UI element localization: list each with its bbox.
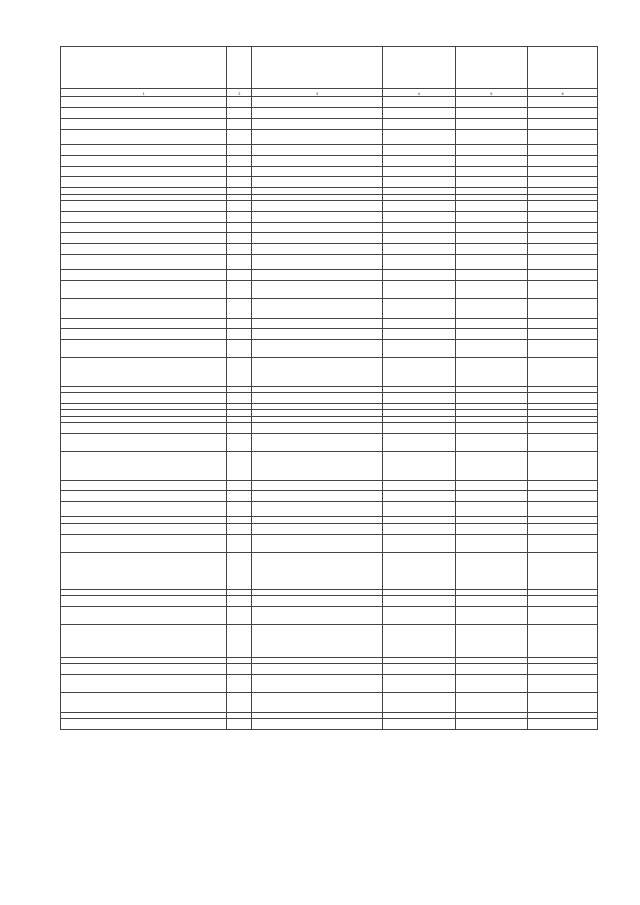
row-executed xyxy=(455,155,527,166)
row-unexecuted xyxy=(528,270,598,281)
row-executed xyxy=(455,166,527,177)
table-row xyxy=(61,625,598,658)
row-executed xyxy=(455,233,527,244)
row-name xyxy=(61,393,227,404)
row-executed xyxy=(455,144,527,155)
row-approved xyxy=(383,664,455,675)
row-executed xyxy=(455,523,527,534)
spacer-cell xyxy=(383,534,455,552)
table-row xyxy=(61,118,598,129)
table-row xyxy=(61,318,598,329)
row-code xyxy=(227,97,252,108)
row-unexecuted xyxy=(528,358,598,386)
spacer-cell xyxy=(455,340,527,358)
row-code xyxy=(227,318,252,329)
spacer-cell xyxy=(383,434,455,452)
row-executed xyxy=(455,129,527,144)
row-executed xyxy=(455,358,527,386)
row-code xyxy=(227,502,252,517)
spacer-cell xyxy=(528,675,598,693)
column-number: 6 xyxy=(528,89,598,97)
group-spacer-row xyxy=(61,607,598,625)
row-budget-code xyxy=(252,166,383,177)
row-name xyxy=(61,97,227,108)
column-number: 4 xyxy=(383,89,455,97)
spacer-cell xyxy=(252,607,383,625)
row-budget-code xyxy=(252,118,383,129)
header-executed xyxy=(455,47,527,89)
spacer-cell xyxy=(61,607,227,625)
row-name xyxy=(61,318,227,329)
row-unexecuted xyxy=(528,596,598,607)
spacer-cell xyxy=(455,607,527,625)
table-row xyxy=(61,502,598,517)
row-executed xyxy=(455,452,527,480)
group-spacer-row xyxy=(61,340,598,358)
table-row xyxy=(61,233,598,244)
row-budget-code xyxy=(252,480,383,491)
row-approved xyxy=(383,491,455,502)
row-name xyxy=(61,270,227,281)
spacer-cell xyxy=(61,534,227,552)
row-approved xyxy=(383,393,455,404)
row-code xyxy=(227,200,252,211)
table-row xyxy=(61,480,598,491)
table-row xyxy=(61,596,598,607)
row-unexecuted xyxy=(528,719,598,730)
row-code xyxy=(227,491,252,502)
row-budget-code xyxy=(252,97,383,108)
row-unexecuted xyxy=(528,244,598,255)
spacer-cell xyxy=(227,280,252,298)
row-approved xyxy=(383,166,455,177)
row-budget-code xyxy=(252,423,383,434)
row-executed xyxy=(455,254,527,269)
row-executed xyxy=(455,693,527,713)
row-unexecuted xyxy=(528,118,598,129)
spacer-cell xyxy=(528,340,598,358)
row-approved xyxy=(383,625,455,658)
row-approved xyxy=(383,244,455,255)
row-approved xyxy=(383,129,455,144)
spacer-cell xyxy=(383,280,455,298)
row-name xyxy=(61,254,227,269)
group-spacer-row xyxy=(61,434,598,452)
row-budget-code xyxy=(252,233,383,244)
table-row xyxy=(61,423,598,434)
row-name xyxy=(61,299,227,319)
spacer-cell xyxy=(252,280,383,298)
row-name xyxy=(61,129,227,144)
row-approved xyxy=(383,299,455,319)
row-unexecuted xyxy=(528,393,598,404)
spacer-cell xyxy=(528,280,598,298)
row-executed xyxy=(455,270,527,281)
row-code xyxy=(227,254,252,269)
row-approved xyxy=(383,719,455,730)
row-approved xyxy=(383,318,455,329)
row-budget-code xyxy=(252,200,383,211)
row-approved xyxy=(383,222,455,233)
row-code xyxy=(227,166,252,177)
spacer-cell xyxy=(383,607,455,625)
row-name xyxy=(61,596,227,607)
row-code xyxy=(227,233,252,244)
header-approved xyxy=(383,47,455,89)
row-budget-code xyxy=(252,211,383,222)
spacer-cell xyxy=(455,434,527,452)
spacer-cell xyxy=(61,340,227,358)
row-unexecuted xyxy=(528,552,598,589)
row-budget-code xyxy=(252,523,383,534)
row-code xyxy=(227,664,252,675)
row-name xyxy=(61,452,227,480)
row-name xyxy=(61,552,227,589)
row-name xyxy=(61,491,227,502)
row-unexecuted xyxy=(528,299,598,319)
row-code xyxy=(227,719,252,730)
row-budget-code xyxy=(252,552,383,589)
row-unexecuted xyxy=(528,452,598,480)
row-code xyxy=(227,358,252,386)
row-budget-code xyxy=(252,596,383,607)
row-approved xyxy=(383,200,455,211)
row-unexecuted xyxy=(528,144,598,155)
table-header xyxy=(61,47,598,97)
table-row xyxy=(61,108,598,119)
row-executed xyxy=(455,552,527,589)
row-budget-code xyxy=(252,719,383,730)
spacer-cell xyxy=(455,675,527,693)
spacer-cell xyxy=(252,534,383,552)
row-budget-code xyxy=(252,491,383,502)
row-unexecuted xyxy=(528,129,598,144)
row-unexecuted xyxy=(528,664,598,675)
row-budget-code xyxy=(252,254,383,269)
row-code xyxy=(227,129,252,144)
row-approved xyxy=(383,270,455,281)
header-name xyxy=(61,47,227,89)
table-row xyxy=(61,222,598,233)
row-approved xyxy=(383,108,455,119)
spacer-cell xyxy=(227,340,252,358)
spacer-cell xyxy=(252,675,383,693)
row-executed xyxy=(455,480,527,491)
table-row xyxy=(61,719,598,730)
table-row xyxy=(61,155,598,166)
column-number-row xyxy=(61,89,598,97)
row-approved xyxy=(383,596,455,607)
row-executed xyxy=(455,177,527,188)
spacer-cell xyxy=(383,340,455,358)
row-code xyxy=(227,393,252,404)
header-kbk xyxy=(252,47,383,89)
row-approved xyxy=(383,97,455,108)
row-code xyxy=(227,270,252,281)
table-row xyxy=(61,244,598,255)
column-number: 3 xyxy=(252,89,383,97)
row-approved xyxy=(383,233,455,244)
table-row xyxy=(61,393,598,404)
table-row xyxy=(61,270,598,281)
row-budget-code xyxy=(252,244,383,255)
row-budget-code xyxy=(252,693,383,713)
row-executed xyxy=(455,118,527,129)
row-code xyxy=(227,452,252,480)
row-name xyxy=(61,502,227,517)
row-name xyxy=(61,719,227,730)
table-row xyxy=(61,693,598,713)
row-unexecuted xyxy=(528,423,598,434)
row-unexecuted xyxy=(528,318,598,329)
row-unexecuted xyxy=(528,502,598,517)
row-budget-code xyxy=(252,108,383,119)
row-name xyxy=(61,108,227,119)
row-unexecuted xyxy=(528,254,598,269)
row-code xyxy=(227,596,252,607)
row-code xyxy=(227,625,252,658)
header-code xyxy=(227,47,252,89)
spacer-cell xyxy=(528,434,598,452)
row-approved xyxy=(383,155,455,166)
row-name xyxy=(61,144,227,155)
row-executed xyxy=(455,393,527,404)
column-number: 1 xyxy=(61,89,227,97)
row-unexecuted xyxy=(528,200,598,211)
table-row xyxy=(61,358,598,386)
table-row xyxy=(61,452,598,480)
row-name xyxy=(61,233,227,244)
row-approved xyxy=(383,552,455,589)
budget-table xyxy=(60,46,598,730)
row-executed xyxy=(455,108,527,119)
row-unexecuted xyxy=(528,491,598,502)
row-executed xyxy=(455,329,527,340)
row-budget-code xyxy=(252,625,383,658)
row-unexecuted xyxy=(528,480,598,491)
row-approved xyxy=(383,502,455,517)
row-executed xyxy=(455,664,527,675)
row-unexecuted xyxy=(528,329,598,340)
row-approved xyxy=(383,358,455,386)
spacer-cell xyxy=(528,607,598,625)
row-code xyxy=(227,244,252,255)
row-code xyxy=(227,693,252,713)
spacer-cell xyxy=(252,434,383,452)
column-number: 2 xyxy=(227,89,252,97)
spacer-cell xyxy=(227,675,252,693)
table-body xyxy=(61,97,598,730)
row-approved xyxy=(383,329,455,340)
table-row xyxy=(61,299,598,319)
row-unexecuted xyxy=(528,222,598,233)
group-spacer-row xyxy=(61,675,598,693)
table-row xyxy=(61,523,598,534)
table-row xyxy=(61,144,598,155)
group-spacer-row xyxy=(61,534,598,552)
column-number: 5 xyxy=(455,89,527,97)
row-approved xyxy=(383,480,455,491)
row-unexecuted xyxy=(528,166,598,177)
spacer-cell xyxy=(227,607,252,625)
row-code xyxy=(227,552,252,589)
table-row xyxy=(61,491,598,502)
spacer-cell xyxy=(61,434,227,452)
row-approved xyxy=(383,118,455,129)
row-executed xyxy=(455,318,527,329)
table-row xyxy=(61,664,598,675)
spacer-cell xyxy=(227,534,252,552)
row-executed xyxy=(455,97,527,108)
row-unexecuted xyxy=(528,233,598,244)
row-name xyxy=(61,200,227,211)
row-code xyxy=(227,211,252,222)
row-name xyxy=(61,166,227,177)
row-name xyxy=(61,329,227,340)
table-row xyxy=(61,97,598,108)
row-approved xyxy=(383,693,455,713)
row-unexecuted xyxy=(528,108,598,119)
row-budget-code xyxy=(252,144,383,155)
row-unexecuted xyxy=(528,155,598,166)
row-executed xyxy=(455,244,527,255)
row-name xyxy=(61,664,227,675)
row-budget-code xyxy=(252,299,383,319)
row-code xyxy=(227,177,252,188)
row-budget-code xyxy=(252,155,383,166)
row-budget-code xyxy=(252,329,383,340)
row-code xyxy=(227,523,252,534)
row-executed xyxy=(455,491,527,502)
row-executed xyxy=(455,222,527,233)
row-approved xyxy=(383,523,455,534)
row-name xyxy=(61,118,227,129)
row-budget-code xyxy=(252,318,383,329)
row-approved xyxy=(383,452,455,480)
row-executed xyxy=(455,625,527,658)
table-row xyxy=(61,254,598,269)
row-unexecuted xyxy=(528,211,598,222)
row-approved xyxy=(383,254,455,269)
row-approved xyxy=(383,177,455,188)
table-row xyxy=(61,129,598,144)
row-executed xyxy=(455,423,527,434)
group-spacer-row xyxy=(61,280,598,298)
table-row xyxy=(61,200,598,211)
row-unexecuted xyxy=(528,693,598,713)
table-row xyxy=(61,177,598,188)
row-code xyxy=(227,144,252,155)
row-code xyxy=(227,299,252,319)
row-budget-code xyxy=(252,393,383,404)
table-row xyxy=(61,166,598,177)
row-budget-code xyxy=(252,129,383,144)
row-executed xyxy=(455,299,527,319)
row-budget-code xyxy=(252,358,383,386)
row-budget-code xyxy=(252,664,383,675)
row-name xyxy=(61,177,227,188)
row-name xyxy=(61,423,227,434)
row-name xyxy=(61,222,227,233)
row-budget-code xyxy=(252,222,383,233)
row-executed xyxy=(455,211,527,222)
row-name xyxy=(61,523,227,534)
row-approved xyxy=(383,211,455,222)
row-unexecuted xyxy=(528,523,598,534)
spacer-cell xyxy=(455,534,527,552)
spacer-cell xyxy=(61,280,227,298)
row-executed xyxy=(455,502,527,517)
row-code xyxy=(227,423,252,434)
row-budget-code xyxy=(252,502,383,517)
row-code xyxy=(227,108,252,119)
row-name xyxy=(61,480,227,491)
row-approved xyxy=(383,423,455,434)
row-executed xyxy=(455,719,527,730)
row-executed xyxy=(455,596,527,607)
row-code xyxy=(227,480,252,491)
row-name xyxy=(61,693,227,713)
row-budget-code xyxy=(252,177,383,188)
row-code xyxy=(227,155,252,166)
row-executed xyxy=(455,200,527,211)
row-name xyxy=(61,625,227,658)
row-name xyxy=(61,155,227,166)
spacer-cell xyxy=(455,280,527,298)
row-unexecuted xyxy=(528,625,598,658)
spacer-cell xyxy=(61,675,227,693)
row-budget-code xyxy=(252,270,383,281)
row-approved xyxy=(383,144,455,155)
row-unexecuted xyxy=(528,97,598,108)
document-page xyxy=(60,46,598,730)
spacer-cell xyxy=(252,340,383,358)
row-unexecuted xyxy=(528,177,598,188)
table-row xyxy=(61,552,598,589)
row-code xyxy=(227,118,252,129)
header-unexecuted xyxy=(528,47,598,89)
row-code xyxy=(227,329,252,340)
spacer-cell xyxy=(383,675,455,693)
table-row xyxy=(61,329,598,340)
row-name xyxy=(61,211,227,222)
table-row xyxy=(61,211,598,222)
row-name xyxy=(61,358,227,386)
spacer-cell xyxy=(528,534,598,552)
row-code xyxy=(227,222,252,233)
row-budget-code xyxy=(252,452,383,480)
row-name xyxy=(61,244,227,255)
spacer-cell xyxy=(227,434,252,452)
